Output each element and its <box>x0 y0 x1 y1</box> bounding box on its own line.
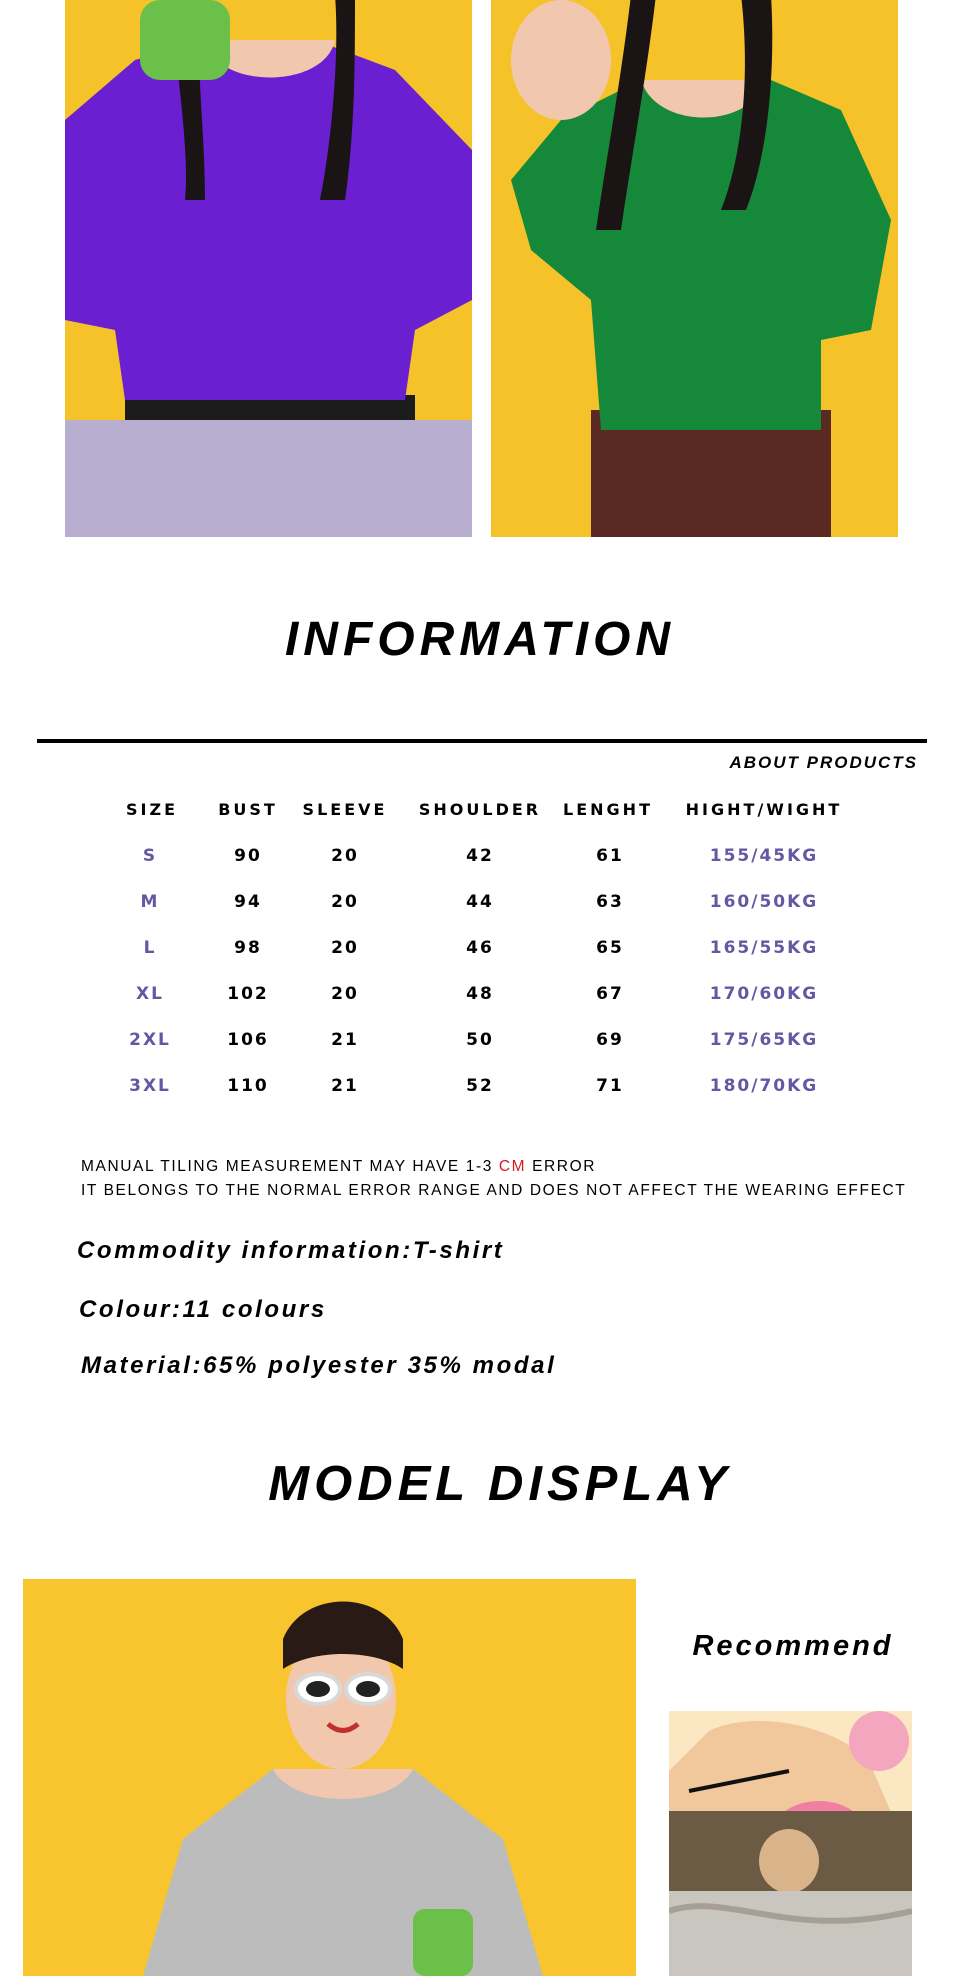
about-products-label: ABOUT PRODUCTS <box>729 753 918 772</box>
note-text: MANUAL TILING MEASUREMENT MAY HAVE 1-3 <box>81 1158 499 1175</box>
table-cell-size: 2XL <box>129 1030 171 1050</box>
commodity-info: Commodity information:T-shirt <box>77 1237 505 1264</box>
material-info: Material:65% polyester 35% modal <box>81 1352 557 1379</box>
table-cell-sleeve: 20 <box>331 892 359 912</box>
model-display-heading: MODEL DISPLAY <box>268 1457 732 1511</box>
table-cell-bust: 94 <box>234 892 262 912</box>
table-cell-shoulder: 50 <box>466 1030 494 1050</box>
colour-info: Colour:11 colours <box>79 1296 327 1323</box>
recommended-product-image[interactable] <box>669 1711 912 1976</box>
measurement-note-line-2: IT BELONGS TO THE NORMAL ERROR RANGE AND DOES NOT AFFECT THE WEARING EFFECT <box>81 1182 907 1199</box>
table-cell-height-weight: 180/70KG <box>709 1076 819 1096</box>
table-cell-sleeve: 20 <box>331 938 359 958</box>
table-cell-size: M <box>140 892 160 912</box>
table-cell-bust: 110 <box>227 1076 269 1096</box>
table-header-height-weight: HIGHT/WIGHT <box>685 800 843 819</box>
table-cell-shoulder: 52 <box>466 1076 494 1096</box>
measurement-note-line-1 <box>81 1158 596 1176</box>
table-cell-length: 71 <box>596 1076 624 1096</box>
table-cell-length: 61 <box>596 846 624 866</box>
note-text: ERROR <box>526 1158 597 1175</box>
table-cell-height-weight: 165/55KG <box>709 938 819 958</box>
table-cell-bust: 106 <box>227 1030 269 1050</box>
table-cell-size: XL <box>136 984 164 1004</box>
table-cell-bust: 98 <box>234 938 262 958</box>
table-cell-length: 69 <box>596 1030 624 1050</box>
table-cell-height-weight: 175/65KG <box>709 1030 819 1050</box>
table-cell-shoulder: 42 <box>466 846 494 866</box>
table-cell-size: S <box>142 846 158 866</box>
table-cell-length: 65 <box>596 938 624 958</box>
table-header-bust: BUST <box>218 800 278 819</box>
table-header-sleeve: SLEEVE <box>302 800 388 819</box>
table-cell-bust: 90 <box>234 846 262 866</box>
table-cell-sleeve: 21 <box>331 1076 359 1096</box>
table-cell-size: 3XL <box>129 1076 171 1096</box>
model-photo-purple-tshirt <box>65 0 472 537</box>
table-cell-shoulder: 44 <box>466 892 494 912</box>
table-cell-length: 63 <box>596 892 624 912</box>
table-cell-size: L <box>143 938 157 958</box>
note-unit-highlight: CM <box>498 1158 527 1175</box>
table-cell-height-weight: 155/45KG <box>709 846 819 866</box>
information-heading: INFORMATION <box>284 613 676 666</box>
table-cell-sleeve: 21 <box>331 1030 359 1050</box>
model-photo-green-tshirt <box>491 0 898 537</box>
divider-line <box>37 739 927 743</box>
table-cell-bust: 102 <box>227 984 269 1004</box>
table-header-size: SIZE <box>125 800 179 819</box>
table-cell-height-weight: 160/50KG <box>709 892 819 912</box>
model-photo-gray-tshirt <box>23 1579 636 1976</box>
table-cell-length: 67 <box>596 984 624 1004</box>
table-cell-height-weight: 170/60KG <box>709 984 819 1004</box>
table-cell-sleeve: 20 <box>331 846 359 866</box>
table-cell-shoulder: 46 <box>466 938 494 958</box>
table-cell-sleeve: 20 <box>331 984 359 1004</box>
table-header-length: LENGHT <box>563 800 653 819</box>
table-header-shoulder: SHOULDER <box>418 800 542 819</box>
table-cell-shoulder: 48 <box>466 984 494 1004</box>
recommend-label: Recommend <box>692 1630 894 1662</box>
